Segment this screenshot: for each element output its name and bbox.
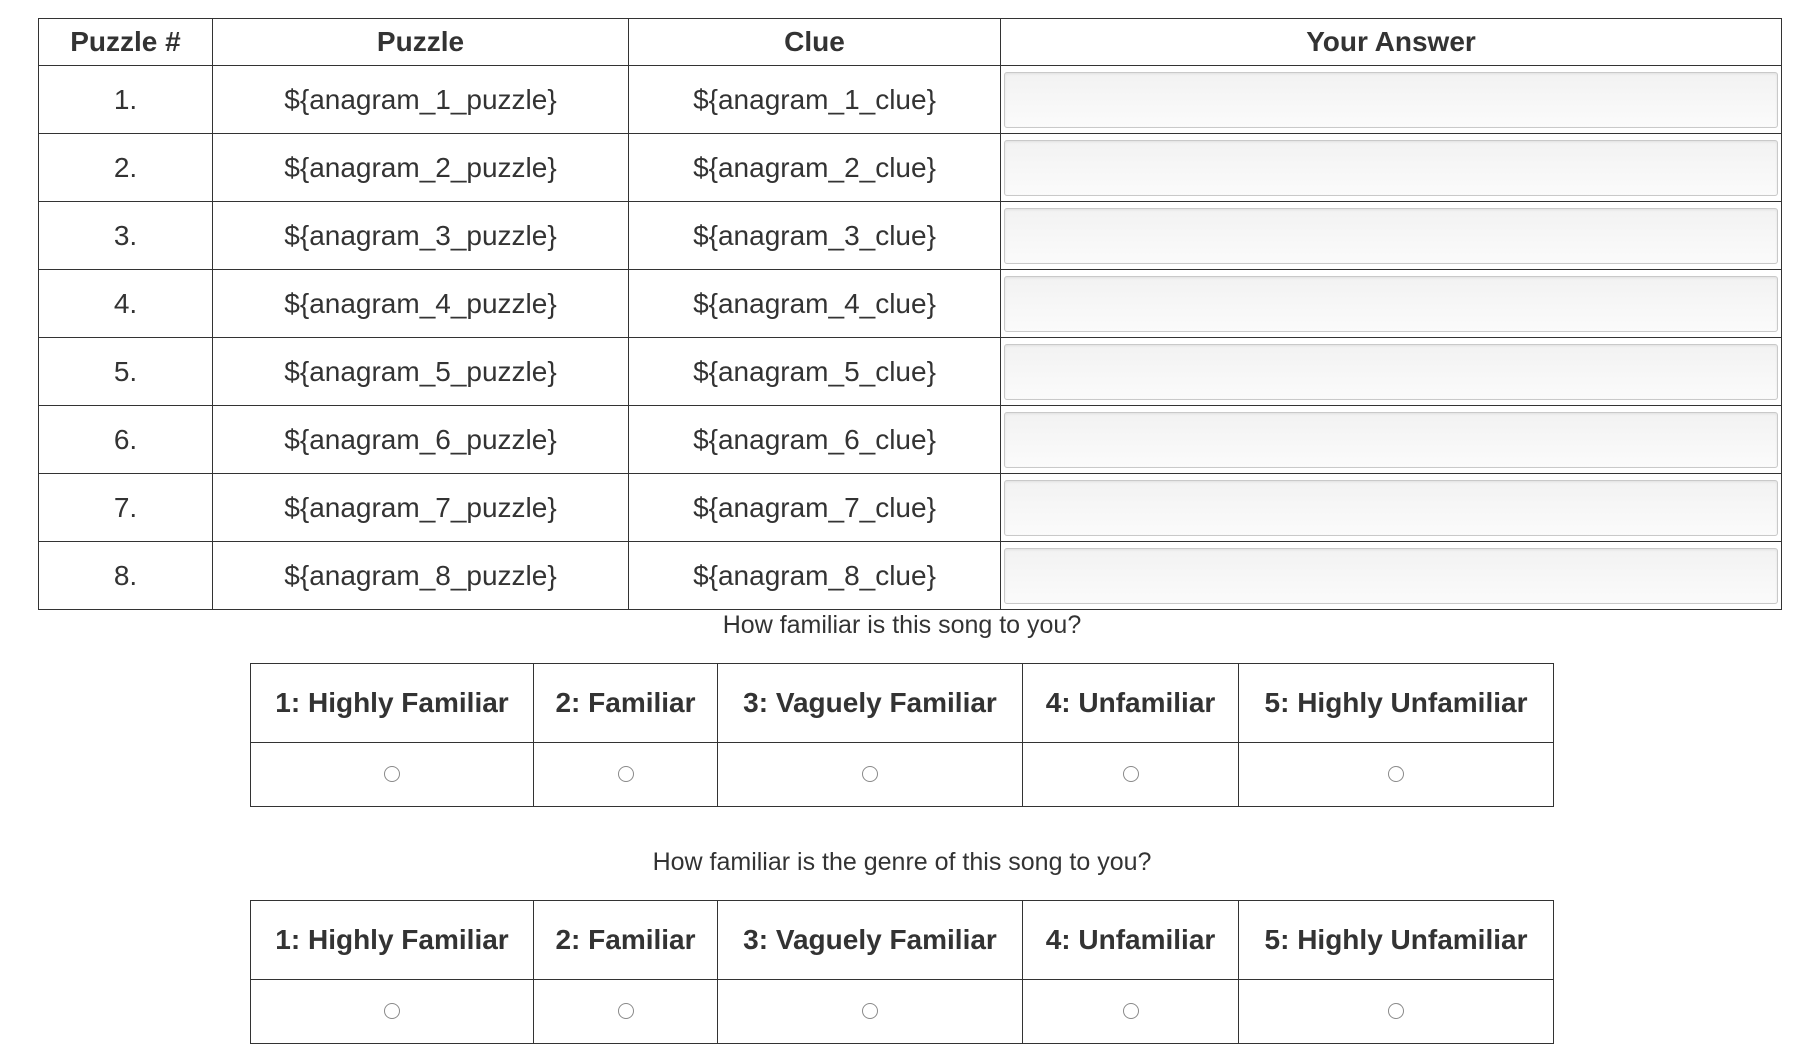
scale-radio-row: [251, 980, 1554, 1044]
song-option-label-1: 1: Highly Familiar: [251, 664, 534, 743]
puzzle-text: ${anagram_2_puzzle}: [213, 134, 629, 202]
puzzle-number: 4.: [39, 270, 213, 338]
radio-cell: [718, 980, 1023, 1044]
song-option-label-3: 3: Vaguely Familiar: [718, 664, 1023, 743]
table-row: [39, 474, 1782, 542]
answer-cell: [1001, 474, 1782, 542]
puzzle-number: 8.: [39, 542, 213, 610]
radio-cell: [534, 743, 718, 807]
clue-text: ${anagram_4_clue}: [629, 270, 1001, 338]
answer-input-2[interactable]: [1004, 140, 1778, 196]
radio-cell: [1023, 743, 1239, 807]
scale-header-row: [251, 901, 1554, 980]
song-option-label-5: 5: Highly Unfamiliar: [1239, 664, 1554, 743]
puzzle-text: ${anagram_8_puzzle}: [213, 542, 629, 610]
puzzle-text: ${anagram_6_puzzle}: [213, 406, 629, 474]
puzzle-number: 6.: [39, 406, 213, 474]
radio-cell: [1239, 743, 1554, 807]
clue-text: ${anagram_2_clue}: [629, 134, 1001, 202]
table-row: [39, 202, 1782, 270]
puzzle-text: ${anagram_7_puzzle}: [213, 474, 629, 542]
clue-text: ${anagram_3_clue}: [629, 202, 1001, 270]
answer-input-1[interactable]: [1004, 72, 1778, 128]
genre-radio-2[interactable]: [618, 1003, 634, 1019]
answer-cell: [1001, 66, 1782, 134]
clue-text: ${anagram_7_clue}: [629, 474, 1001, 542]
song-option-label-2: 2: Familiar: [534, 664, 718, 743]
puzzle-number: 5.: [39, 338, 213, 406]
answer-input-8[interactable]: [1004, 548, 1778, 604]
table-row: [39, 134, 1782, 202]
answer-cell: [1001, 202, 1782, 270]
genre-option-label-4: 4: Unfamiliar: [1023, 901, 1239, 980]
table-row: [39, 406, 1782, 474]
song-radio-5[interactable]: [1388, 766, 1404, 782]
genre-radio-4[interactable]: [1123, 1003, 1139, 1019]
header-puzzle: Puzzle: [213, 19, 629, 66]
genre-option-label-2: 2: Familiar: [534, 901, 718, 980]
puzzle-text: ${anagram_3_puzzle}: [213, 202, 629, 270]
genre-option-label-1: 1: Highly Familiar: [251, 901, 534, 980]
genre-radio-5[interactable]: [1388, 1003, 1404, 1019]
clue-text: ${anagram_8_clue}: [629, 542, 1001, 610]
puzzle-table-header-row: [39, 19, 1782, 66]
table-row: [39, 542, 1782, 610]
song-familiarity-scale: [250, 663, 1554, 807]
puzzle-number: 2.: [39, 134, 213, 202]
answer-cell: [1001, 134, 1782, 202]
answer-cell: [1001, 542, 1782, 610]
answer-cell: [1001, 406, 1782, 474]
genre-familiarity-scale: [250, 900, 1554, 1044]
answer-input-7[interactable]: [1004, 480, 1778, 536]
answer-input-4[interactable]: [1004, 276, 1778, 332]
genre-radio-3[interactable]: [862, 1003, 878, 1019]
table-row: [39, 338, 1782, 406]
header-puzzle-number: Puzzle #: [39, 19, 213, 66]
header-your-answer: Your Answer: [1001, 19, 1782, 66]
answer-input-3[interactable]: [1004, 208, 1778, 264]
radio-cell: [1239, 980, 1554, 1044]
genre-option-label-5: 5: Highly Unfamiliar: [1239, 901, 1554, 980]
header-clue: Clue: [629, 19, 1001, 66]
table-row: [39, 66, 1782, 134]
puzzle-text: ${anagram_4_puzzle}: [213, 270, 629, 338]
clue-text: ${anagram_1_clue}: [629, 66, 1001, 134]
song-familiarity-question: How familiar is this song to you?: [722, 611, 1082, 639]
song-radio-1[interactable]: [384, 766, 400, 782]
puzzle-number: 1.: [39, 66, 213, 134]
clue-text: ${anagram_5_clue}: [629, 338, 1001, 406]
radio-cell: [251, 743, 534, 807]
puzzle-text: ${anagram_5_puzzle}: [213, 338, 629, 406]
song-radio-4[interactable]: [1123, 766, 1139, 782]
radio-cell: [534, 980, 718, 1044]
answer-cell: [1001, 338, 1782, 406]
radio-cell: [718, 743, 1023, 807]
song-radio-3[interactable]: [862, 766, 878, 782]
scale-header-row: [251, 664, 1554, 743]
clue-text: ${anagram_6_clue}: [629, 406, 1001, 474]
song-radio-2[interactable]: [618, 766, 634, 782]
radio-cell: [1023, 980, 1239, 1044]
answer-input-5[interactable]: [1004, 344, 1778, 400]
puzzle-number: 7.: [39, 474, 213, 542]
radio-cell: [251, 980, 534, 1044]
genre-option-label-3: 3: Vaguely Familiar: [718, 901, 1023, 980]
table-row: [39, 270, 1782, 338]
puzzle-text: ${anagram_1_puzzle}: [213, 66, 629, 134]
song-option-label-4: 4: Unfamiliar: [1023, 664, 1239, 743]
genre-familiarity-question: How familiar is the genre of this song to you?: [652, 848, 1152, 876]
puzzle-number: 3.: [39, 202, 213, 270]
scale-radio-row: [251, 743, 1554, 807]
answer-input-6[interactable]: [1004, 412, 1778, 468]
answer-cell: [1001, 270, 1782, 338]
genre-radio-1[interactable]: [384, 1003, 400, 1019]
puzzle-table: [38, 18, 1782, 610]
